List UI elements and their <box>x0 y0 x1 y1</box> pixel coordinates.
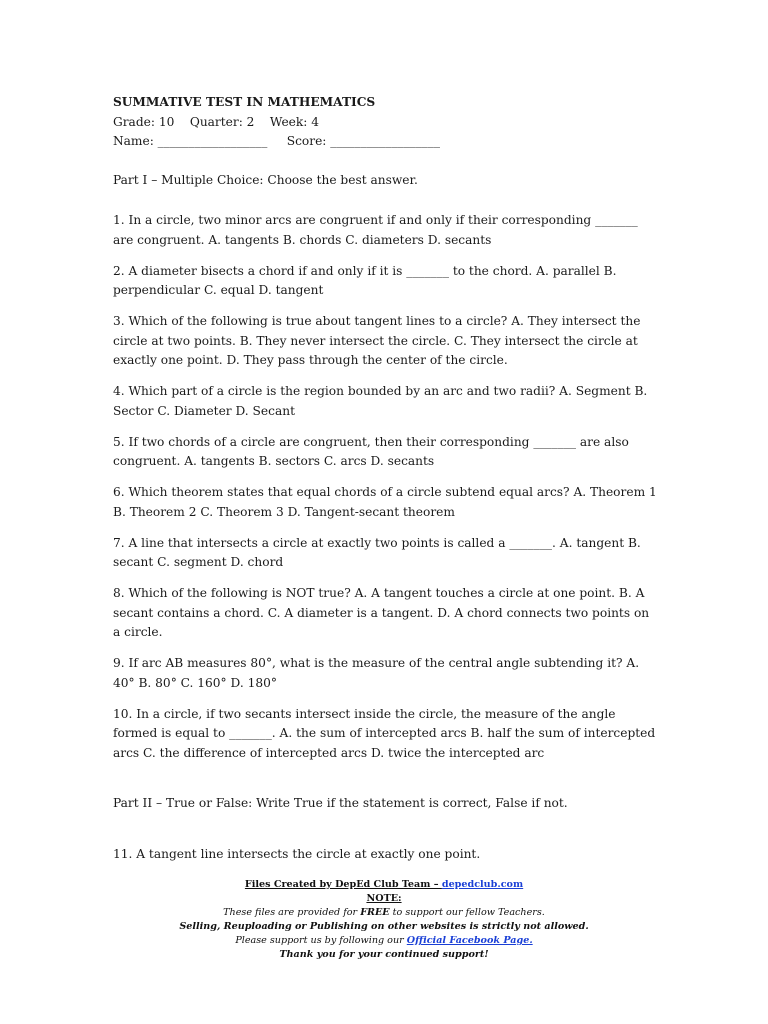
question-2: 2. A diameter bisects a chord if and only if it is _______ to the chord. A. parallel B. perpendicular C. equal D. tangent <box>113 263 617 297</box>
question-9: 9. If arc AB measures 80°, what is the measure of the central angle subtending it? A. 40° B. 80° C. 160° D. 180° <box>113 656 640 690</box>
footer-credit-line <box>0 878 768 892</box>
depedclub-link[interactable]: depedclub.com <box>441 879 524 890</box>
test-document <box>113 93 658 864</box>
footer-provided-post: to support our fellow Teachers. <box>389 907 545 918</box>
question-6: 6. Which theorem states that equal chords of a circle subtend equal arcs? A. Theorem 1 B. Theorem 2 C. Theorem 3 D. Tangent-secant theorem <box>113 485 657 519</box>
footer-note-label: NOTE: <box>366 893 402 904</box>
test-title: SUMMATIVE TEST IN MATHEMATICS <box>113 95 376 109</box>
name-score-line: Name: __________________ Score: __________________ <box>113 134 440 148</box>
footer-free-word: FREE <box>360 907 390 918</box>
part2-instructions: Part II – True or False: Write True if the statement is correct, False if not. <box>113 796 568 810</box>
question-3: 3. Which of the following is true about tangent lines to a circle? A. They intersect the circle at two points. B. They never intersect the circle. C. They intersect the circle at exactly one point. D. They pass through the center of the circle. <box>113 314 641 367</box>
question-4: 4. Which part of a circle is the region bounded by an arc and two radii? A. Segment B. Sector C. Diameter D. Secant <box>113 384 648 418</box>
footer-created-by: Files Created by DepEd Club Team – <box>244 879 442 890</box>
question-8: 8. Which of the following is NOT true? A. A tangent touches a circle at one point. B. A secant contains a chord. C. A diameter is a tangent. D. A chord connects two points on a circle. <box>113 586 650 639</box>
footer-support-pre: Please support us by following our <box>235 935 407 946</box>
grade-quarter-week-line: Grade: 10 Quarter: 2 Week: 4 <box>113 114 320 129</box>
part1-instructions: Part I – Multiple Choice: Choose the best answer. <box>113 172 418 187</box>
footer-thanks: Thank you for your continued support! <box>279 949 489 960</box>
facebook-page-link[interactable]: Official Facebook Page. <box>406 935 533 946</box>
footer-support-line <box>0 934 768 948</box>
footer-provided-line <box>0 906 768 920</box>
question-7: 7. A line that intersects a circle at exactly two points is called a _______. A. tangent B. secant C. segment D. chord <box>113 535 641 569</box>
question-10: 10. In a circle, if two secants intersect inside the circle, the measure of the angle formed is equal to _______. A. the sum of intercepted arcs B. half the sum of intercepted arcs C. the difference of intercepted arcs D. twice the intercepted arc <box>113 706 656 760</box>
question-5: 5. If two chords of a circle are congruent, then their corresponding _______ are also congruent. A. tangents B. sectors C. arcs D. secants <box>113 434 629 468</box>
page-footer <box>0 878 768 962</box>
question-11: 11. A tangent line intersects the circle at exactly one point. <box>113 846 481 861</box>
footer-provided-pre: These files are provided for <box>223 907 361 918</box>
question-1: 1. In a circle, two minor arcs are congruent if and only if their corresponding _______ are congruent. A. tangents B. chords C. diameters D. secants <box>113 213 638 247</box>
footer-selling-warning: Selling, Reuploading or Publishing on other websites is strictly not allowed. <box>179 921 589 932</box>
